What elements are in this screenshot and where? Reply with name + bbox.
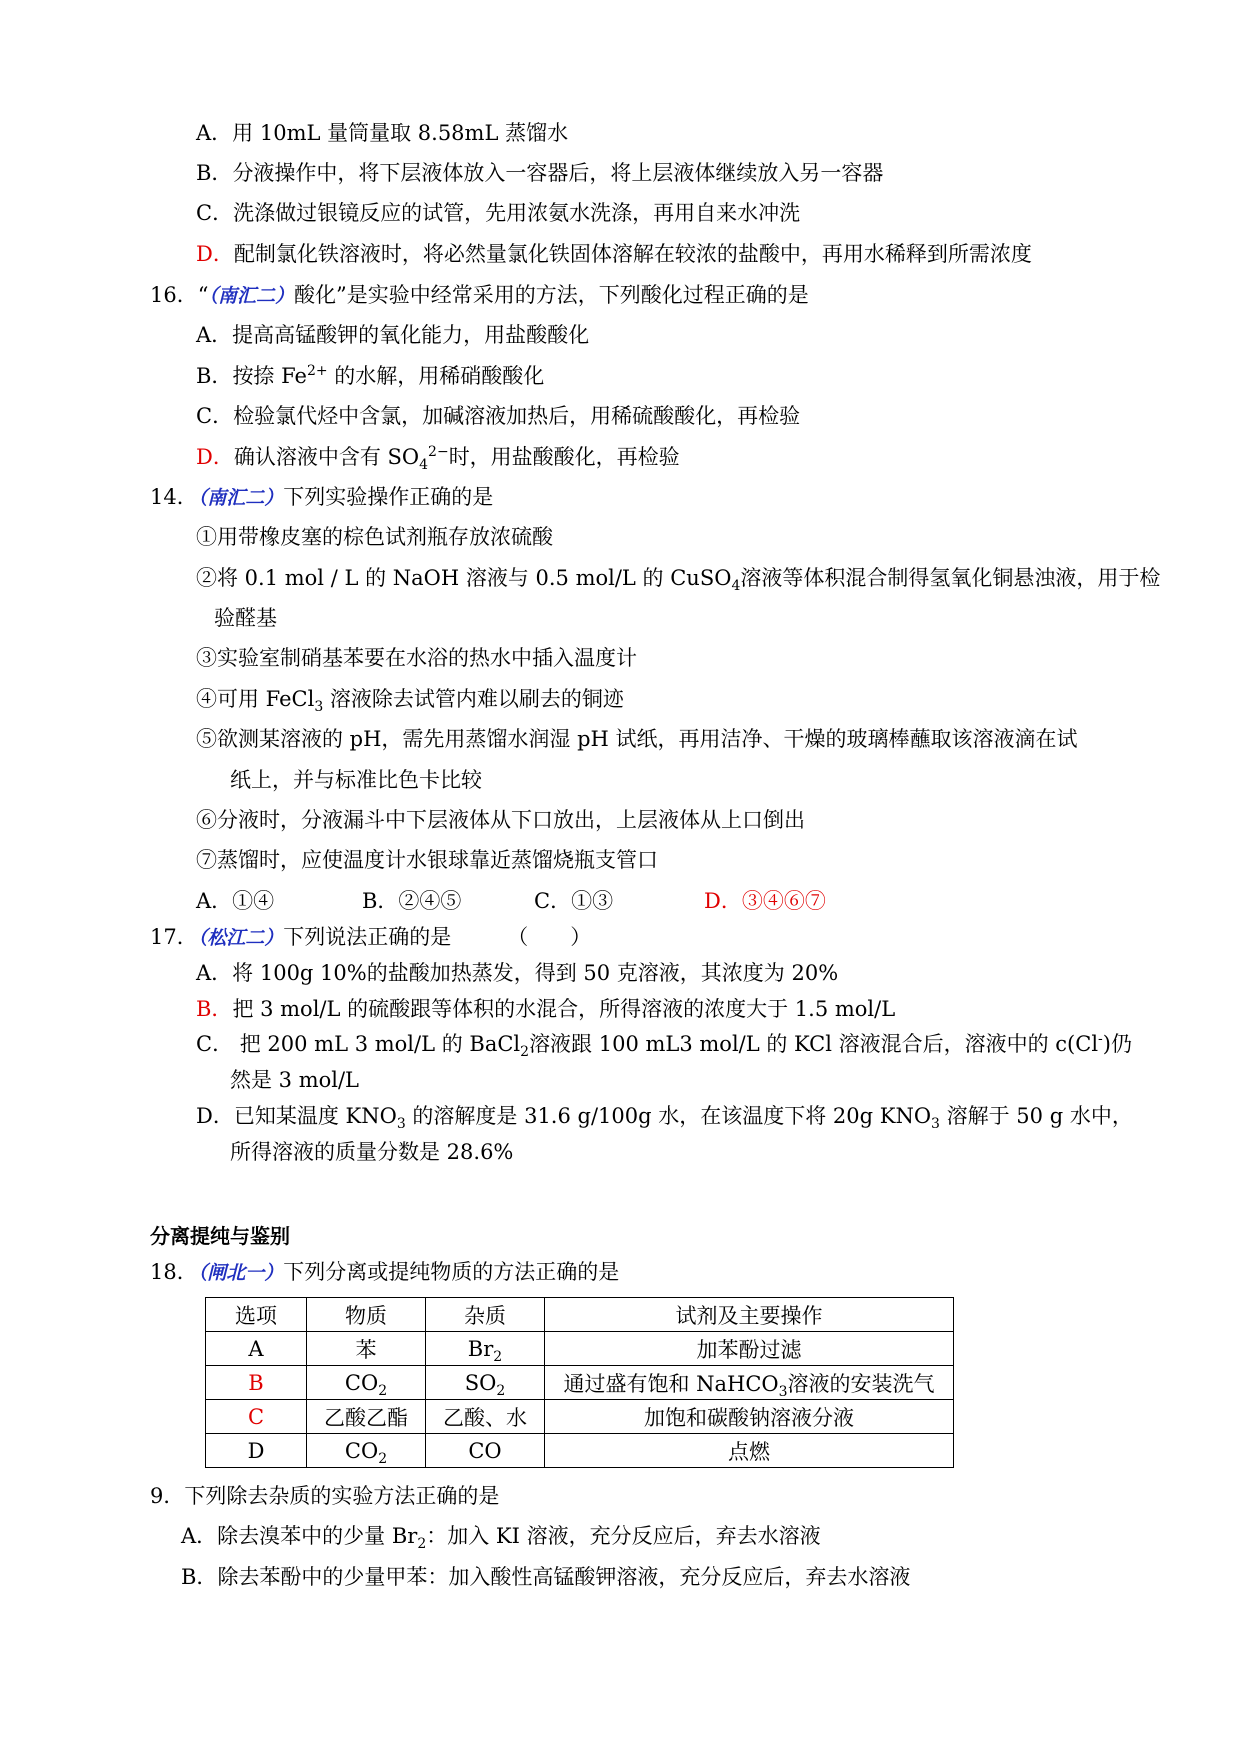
table-header-row (206, 1298, 954, 1332)
table-cell: $CO_2$ (307, 1434, 426, 1468)
q17-option-c: C． 把 200 mL 3 mol/L 的 BaCl$_2$溶液跟 100 mL3 mol/L 的 KCl 溶液混合后，溶液中的 c(Cl-)仍 (196, 1031, 1132, 1061)
table-cell: 加苯酚过滤 (545, 1332, 954, 1366)
table-cell: A (206, 1332, 307, 1366)
section-heading: 分离提纯与鉴别 (150, 1224, 290, 1248)
q15-option-a: A．用 10mL 量筒量取 8.58mL 蒸馏水 (196, 121, 569, 145)
q16-option-a: A．提高高锰酸钾的氧化能力，用盐酸酸化 (196, 323, 590, 347)
table-row (206, 1434, 954, 1468)
q14-stem: 14．（南汇二）下列实验操作正确的是 (150, 485, 494, 509)
q15-option-b: B．分液操作中，将下层液体放入一容器后，将上层液体继续放入另一容器 (196, 161, 884, 185)
q18-table (205, 1297, 954, 1468)
q14-item-2-cont: 验醛基 (214, 606, 277, 630)
table-cell: D (206, 1434, 307, 1468)
source-tag: （闸北一） (197, 1262, 284, 1284)
q14-item-2: ②将 0.1 mol / L 的 NaOH 溶液与 0.5 mol/L 的 CuSO$_4$溶液等体积混合制得氢氧化铜悬浊液，用于检 (196, 566, 1161, 595)
answer-cell: C (206, 1400, 307, 1434)
q17-option-d: D．已知某温度 $KNO_3$ 的溶解度是 31.6 g/100g 水，在该温度下将 20g $KNO_3$ 溶解于 50 g 水中， (196, 1104, 1133, 1133)
table-cell: CO (426, 1434, 545, 1468)
q16-option-d: D．确认溶液中含有 $SO_4^{2-}$时，用盐酸酸化，再检验 (196, 444, 680, 474)
q18-stem: 18．（闸北一）下列分离或提纯物质的方法正确的是 (150, 1260, 620, 1284)
q9-stem: 9．下列除去杂质的实验方法正确的是 (150, 1484, 500, 1508)
q17-option-c-cont: 然是 3 mol/L (230, 1068, 360, 1092)
source-tag: （松江二） (197, 927, 284, 949)
q15-option-d: D．配制氯化铁溶液时，将必然量氯化铁固体溶解在较浓的盐酸中，再用水稀释到所需浓度 (196, 242, 1032, 266)
q17-option-a: A．将 100g 10%的盐酸加热蒸发，得到 50 克溶液，其浓度为 20% (196, 961, 839, 985)
table-row (206, 1400, 954, 1434)
q14-item-1: ①用带橡皮塞的棕色试剂瓶存放浓硫酸 (196, 525, 553, 549)
q14-option-d: D．③④⑥⑦ (704, 889, 826, 913)
q17-option-b: B．把 3 mol/L 的硫酸跟等体积的水混合，所得溶液的浓度大于 1.5 mol/L (196, 997, 896, 1021)
table-row (206, 1332, 954, 1366)
table-cell: $CO_2$ (307, 1366, 426, 1400)
q14-item-5: ⑤欲测某溶液的 pH，需先用蒸馏水润湿 pH 试纸，再用洁净、干燥的玻璃棒蘸取该溶液滴在试 (196, 727, 1078, 751)
header-cell: 试剂及主要操作 (545, 1298, 954, 1332)
q9-option-a: A．除去溴苯中的少量 $Br_2$：加入 KI 溶液，充分反应后，弃去水溶液 (181, 1524, 821, 1553)
answer-letter: D． (196, 242, 234, 266)
q17-stem: 17．（松江二）下列说法正确的是 （ ） (150, 925, 592, 949)
q14-item-7: ⑦蒸馏时，应使温度计水银球靠近蒸馏烧瓶支管口 (196, 848, 658, 872)
q14-item-5-cont: 纸上，并与标准比色卡比较 (230, 768, 482, 792)
q14-option-c: C．①③ (534, 889, 614, 913)
table-row (206, 1366, 954, 1400)
q14-options (196, 887, 996, 915)
q14-option-a: A．①④ (196, 889, 275, 913)
table-cell: 乙酸、水 (426, 1400, 545, 1434)
q16-option-b: B．按捺 $Fe^{2+}$ 的水解，用稀硝酸酸化 (196, 363, 545, 388)
q9-option-b: B．除去苯酚中的少量甲苯：加入酸性高锰酸钾溶液，充分反应后，弃去水溶液 (181, 1565, 911, 1589)
table-cell: 点燃 (545, 1434, 954, 1468)
q15-option-c: C．洗涤做过银镜反应的试管，先用浓氨水洗涤，再用自来水冲洗 (196, 201, 801, 225)
table-cell: 通过盛有饱和 NaHCO$_3$溶液的安装洗气 (545, 1366, 954, 1400)
table-cell: $Br_2$ (426, 1332, 545, 1366)
answer-cell: B (206, 1366, 307, 1400)
q14-option-b: B．②④⑤ (362, 889, 462, 913)
q14-item-4: ④可用 FeCl$_3$ 溶液除去试管内难以刷去的铜迹 (196, 687, 624, 716)
table-cell: 苯 (307, 1332, 426, 1366)
q16-option-c: C．检验氯代烃中含氯，加碱溶液加热后，用稀硫酸酸化，再检验 (196, 404, 801, 428)
table-cell: $SO_2$ (426, 1366, 545, 1400)
source-tag: （南汇二） (197, 487, 284, 509)
q16-stem: 16．“（南汇二）酸化”是实验中经常采用的方法，下列酸化过程正确的是 (150, 283, 809, 307)
q14-item-6: ⑥分液时，分液漏斗中下层液体从下口放出，上层液体从上口倒出 (196, 808, 805, 832)
header-cell: 杂质 (426, 1298, 545, 1332)
answer-letter: B． (196, 997, 233, 1021)
table-cell: 加饱和碳酸钠溶液分液 (545, 1400, 954, 1434)
q14-item-3: ③实验室制硝基苯要在水浴的热水中插入温度计 (196, 646, 637, 670)
answer-blank: （ ） (507, 925, 592, 949)
q17-option-d-cont: 所得溶液的质量分数是 28.6% (230, 1140, 514, 1164)
source-tag: （南汇二） (208, 285, 294, 307)
table-cell: 乙酸乙酯 (307, 1400, 426, 1434)
header-cell: 选项 (206, 1298, 307, 1332)
header-cell: 物质 (307, 1298, 426, 1332)
answer-letter: D． (196, 445, 234, 469)
